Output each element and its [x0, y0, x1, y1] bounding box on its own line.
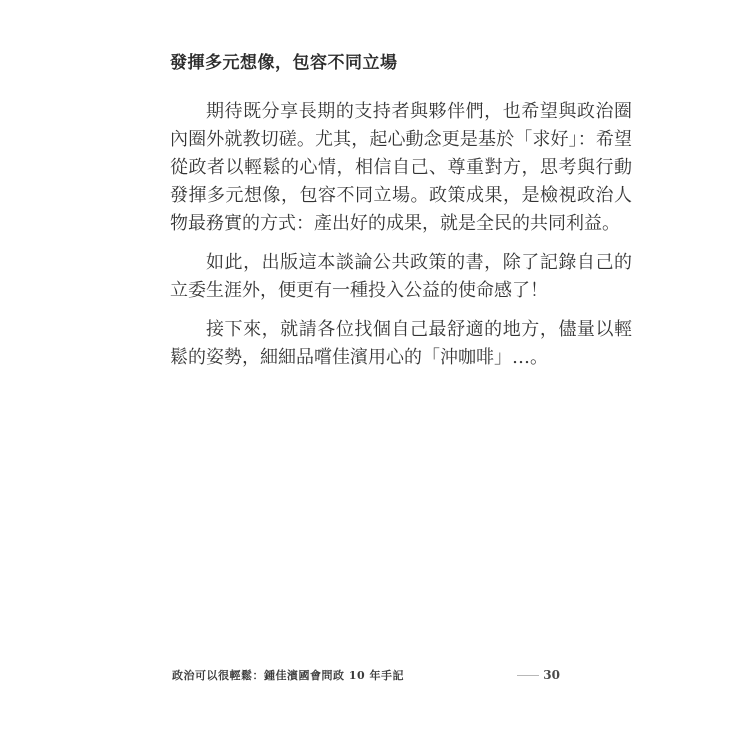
page-footer: [172, 667, 560, 683]
footer-page-indicator: [517, 668, 560, 682]
footer-dash-rule: [517, 675, 539, 676]
paragraph-2: 如此，出版這本談論公共政策的書，除了記錄自己的立委生涯外，便更有一種投入公益的使命感了！: [170, 252, 632, 301]
paragraph-3: 接下來，就請各位找個自己最舒適的地方，儘量以輕鬆的姿勢，細細品嚐佳濱用心的「沖咖啡」…。: [170, 319, 632, 368]
page-number: 30: [543, 668, 560, 682]
section-heading: 發揮多元想像，包容不同立場: [170, 53, 398, 72]
footer-book-title: 政治可以很輕鬆：鍾佳濱國會問政 10 年手記: [172, 669, 404, 682]
page-content: [170, 53, 632, 372]
paragraph-1: 期待既分享長期的支持者與夥伴們，也希望與政治圈內圈外就教切磋。尤其，起心動念更是基於「求好」：希望從政者以輕鬆的心情，相信自己、尊重對方，思考與行動發揮多元想像，包容不同立場。政策成果，是檢視政治人物最務實的方式：產出好的成果，就是全民的共同利益。: [170, 101, 632, 234]
body-text: [170, 98, 632, 372]
